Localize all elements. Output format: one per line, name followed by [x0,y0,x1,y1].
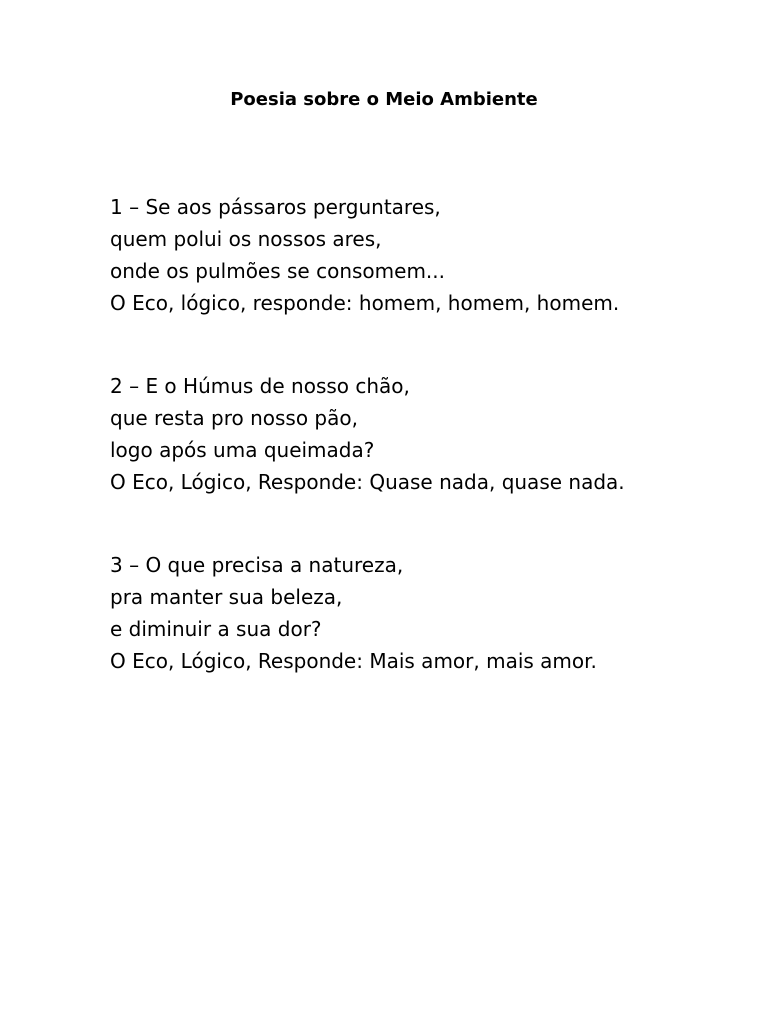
stanza-2 [110,370,750,498]
poem-title: Poesia sobre o Meio Ambiente [230,89,538,110]
stanza-line: O Eco, lógico, responde: homem, homem, homem. [110,291,620,315]
stanza-line: e diminuir a sua dor? [110,617,322,641]
stanza-line: 3 – O que precisa a natureza, [110,553,404,577]
stanza-line: O Eco, Lógico, Responde: Mais amor, mais amor. [110,649,597,673]
stanza-3 [110,549,750,677]
stanza-line: pra manter sua beleza, [110,585,343,609]
stanza-line: O Eco, Lógico, Responde: Quase nada, quase nada. [110,470,625,494]
stanza-line: onde os pulmões se consomem... [110,259,445,283]
stanza-line: quem polui os nossos ares, [110,227,382,251]
stanza-line: que resta pro nosso pão, [110,406,358,430]
stanza-1 [110,191,750,319]
stanza-line: logo após uma queimada? [110,438,375,462]
stanza-line: 2 – E o Húmus de nosso chão, [110,374,410,398]
stanza-line: 1 – Se aos pássaros perguntares, [110,195,441,219]
